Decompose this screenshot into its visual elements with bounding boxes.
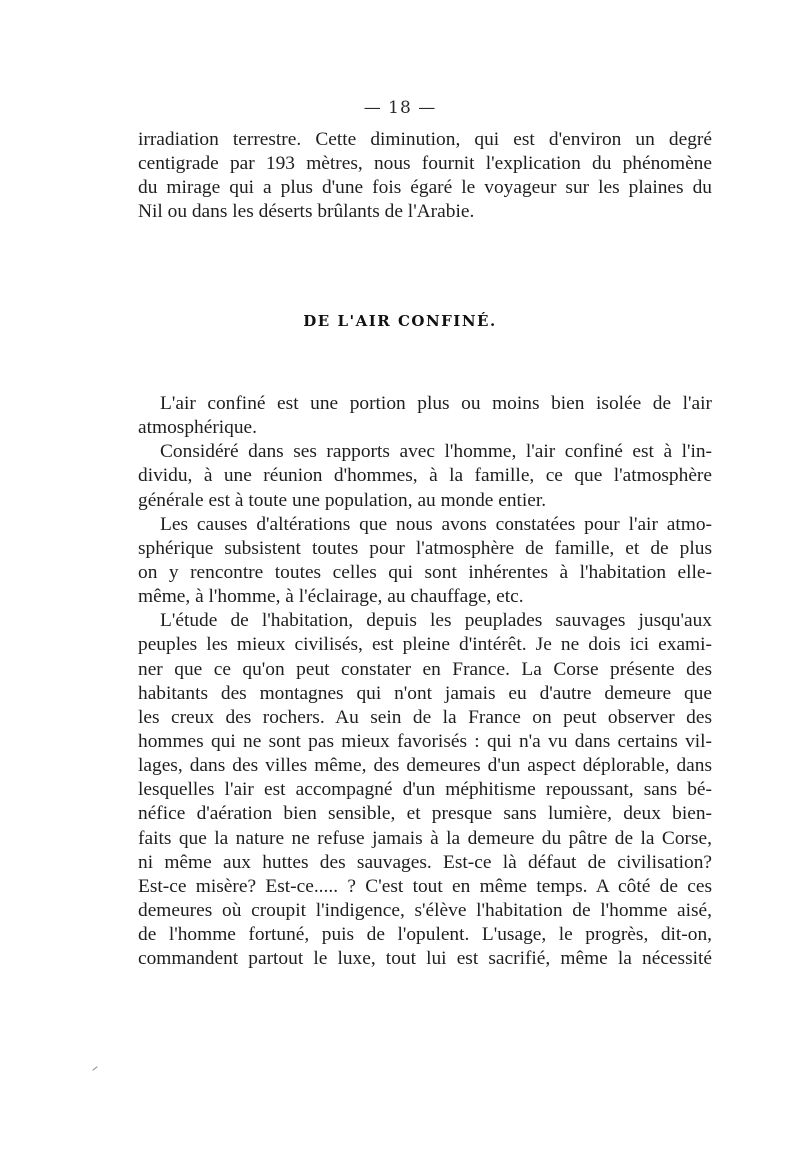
text-line: dividu, à une réunion d'hommes, à la famille, ce que l'atmosphère <box>138 465 712 487</box>
text-line: de l'homme fortuné, puis de l'opulent. L'usage, le progrès, dit-on, <box>138 924 712 946</box>
stray-ink-mark <box>92 1066 97 1071</box>
text-line: Considéré dans ses rapports avec l'homme, l'air confiné est à l'in- <box>160 441 712 463</box>
text-line: commandent partout le luxe, tout lui est sacrifié, même la nécessité <box>138 948 712 970</box>
text-line: centigrade par 193 mètres, nous fournit l'explication du phénomène <box>138 153 712 175</box>
text-line: atmosphérique. <box>138 417 258 439</box>
text-line: ni même aux huttes des sauvages. Est-ce là défaut de civilisation? <box>138 851 712 873</box>
text-line: habitants des montagnes qui n'ont jamais eu d'autre demeure que <box>138 682 712 704</box>
text-line: ner que ce qu'on peut constater en France. La Corse présente des <box>138 658 712 680</box>
text-line: même, à l'homme, à l'éclairage, au chauffage, etc. <box>138 586 524 608</box>
text-line: on y rencontre toutes celles qui sont inhérentes à l'habitation elle- <box>138 561 712 583</box>
text-line: Nil ou dans les déserts brûlants de l'Arabie. <box>138 201 475 223</box>
text-line: sphérique subsistent toutes pour l'atmosphère de famille, et de plus <box>138 537 712 559</box>
body-text <box>138 392 712 971</box>
text-line: L'air confiné est une portion plus ou moins bien isolée de l'air <box>160 393 712 414</box>
text-line: L'étude de l'habitation, depuis les peuplades sauvages jusqu'aux <box>160 610 712 632</box>
text-line: néfice d'aération bien sensible, et presque sans lumière, deux bien- <box>138 803 712 825</box>
text-line: hommes qui ne sont pas mieux favorisés : qui n'a vu dans certains vil- <box>138 730 712 752</box>
text-line: Est-ce misère? Est-ce..... ? C'est tout en même temps. A côté de ces <box>138 875 712 897</box>
text-line: peuples les mieux civilisés, est pleine d'intérêt. Je ne dois ici exami- <box>138 634 712 656</box>
text-line: lages, dans des villes même, des demeures d'un aspect déplorable, dans <box>138 755 712 777</box>
section-heading: DE L'AIR CONFINÉ. <box>303 312 497 330</box>
intro-paragraph <box>138 128 712 225</box>
text-line: lesquelles l'air est accompagné d'un méphitisme repoussant, sans bé- <box>138 779 712 801</box>
text-line: du mirage qui a plus d'une fois égaré le voyageur sur les plaines du <box>138 177 712 199</box>
page-number: — 18 — <box>363 98 437 118</box>
text-line: les creux des rochers. Au sein de la France on peut observer des <box>138 706 712 728</box>
text-line: demeures où croupit l'indigence, s'élève l'habitation de l'homme aisé, <box>138 899 712 921</box>
text-line: irradiation terrestre. Cette diminution, qui est d'environ un degré <box>138 129 712 150</box>
text-line: générale est à toute une population, au monde entier. <box>138 489 547 511</box>
text-line: Les causes d'altérations que nous avons constatées pour l'air atmo- <box>160 513 712 535</box>
text-line: faits que la nature ne refuse jamais à la demeure du pâtre de la Corse, <box>138 827 712 849</box>
